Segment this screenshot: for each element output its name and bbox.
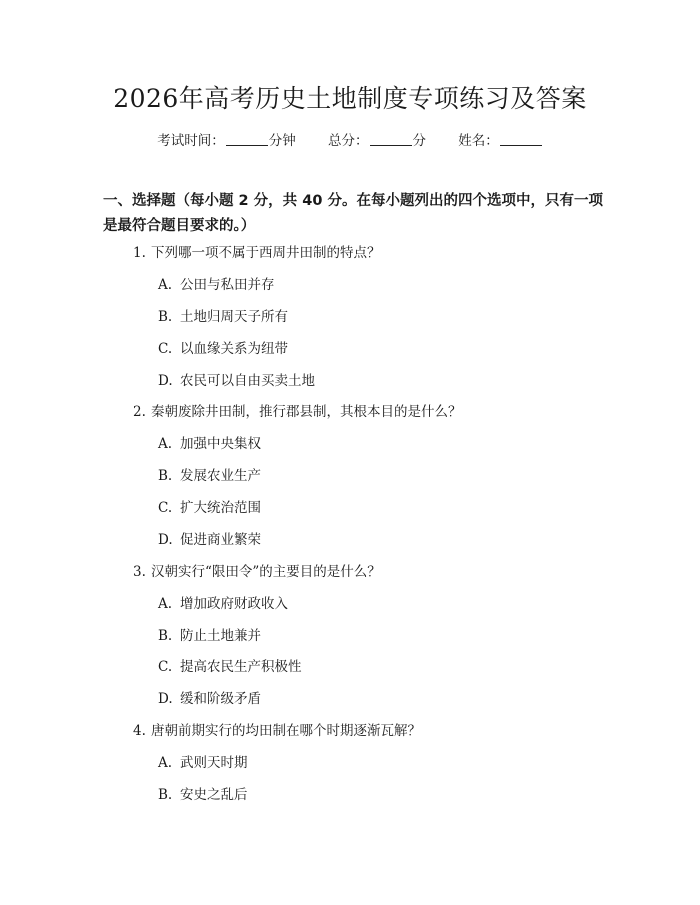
- option-letter: D.: [158, 691, 173, 707]
- question-number: 4.: [133, 723, 146, 739]
- option-letter: A.: [158, 436, 173, 452]
- option-text: 扩大统治范围: [180, 500, 261, 516]
- exam-info-line: [0, 131, 700, 151]
- total-score-blank: [370, 131, 412, 146]
- question-text: 下列哪一项不属于西周井田制的特点？: [151, 245, 381, 261]
- question-1-option-b: [158, 307, 288, 327]
- question-2-option-b: [158, 466, 261, 486]
- option-text: 提高农民生产积极性: [180, 659, 302, 675]
- section-heading: 一、选择题（每小题 2 分，共 40 分。在每小题列出的四个选项中，只有一项是最符合题目要求的。）: [103, 193, 603, 234]
- student-name-label: 姓名：: [458, 133, 499, 149]
- question-2-option-c: [158, 498, 261, 518]
- exam-time-blank: [226, 131, 268, 146]
- exam-time-unit: 分钟: [268, 133, 296, 149]
- question-number: 1.: [133, 245, 146, 261]
- option-text: 发展农业生产: [180, 468, 261, 484]
- exam-time-label: 考试时间：: [157, 133, 225, 149]
- question-text: 汉朝实行“限田令”的主要目的是什么？: [151, 564, 381, 580]
- question-number: 2.: [133, 404, 146, 420]
- option-letter: D.: [158, 373, 173, 389]
- option-text: 公田与私田并存: [180, 277, 275, 293]
- total-score-field: [328, 131, 426, 151]
- question-4: [133, 721, 613, 741]
- option-text: 缓和阶级矛盾: [180, 691, 261, 707]
- page-title: 2026年高考历史土地制度专项练习及答案: [113, 84, 587, 113]
- option-text: 促进商业繁荣: [180, 532, 261, 548]
- option-letter: A.: [158, 596, 173, 612]
- option-text: 增加政府财政收入: [180, 596, 288, 612]
- question-3: [133, 562, 613, 582]
- option-text: 加强中央集权: [180, 436, 261, 452]
- option-text: 安史之乱后: [180, 787, 248, 803]
- option-letter: C.: [158, 341, 173, 357]
- question-2: [133, 402, 613, 422]
- total-score-unit: 分: [412, 133, 426, 149]
- option-letter: B.: [158, 468, 173, 484]
- question-3-option-b: [158, 626, 261, 646]
- total-score-label: 总分：: [328, 133, 369, 149]
- option-text: 防止土地兼并: [180, 628, 261, 644]
- question-2-option-a: [158, 434, 261, 454]
- exam-time-field: [157, 131, 296, 151]
- question-1-option-a: [158, 275, 275, 295]
- question-1-option-c: [158, 339, 288, 359]
- question-text: 秦朝废除井田制，推行郡县制，其根本目的是什么？: [151, 404, 462, 420]
- question-text: 唐朝前期实行的均田制在哪个时期逐渐瓦解？: [151, 723, 421, 739]
- option-letter: A.: [158, 755, 173, 771]
- option-letter: C.: [158, 500, 173, 516]
- option-letter: D.: [158, 532, 173, 548]
- question-4-option-a: [158, 753, 248, 773]
- question-3-option-a: [158, 594, 288, 614]
- question-2-option-d: [158, 530, 261, 550]
- question-3-option-d: [158, 689, 261, 709]
- option-text: 农民可以自由买卖土地: [180, 373, 315, 389]
- option-letter: A.: [158, 277, 173, 293]
- option-letter: B.: [158, 309, 173, 325]
- student-name-blank: [500, 131, 542, 146]
- question-3-option-c: [158, 657, 302, 677]
- option-letter: C.: [158, 659, 173, 675]
- question-1-option-d: [158, 371, 315, 391]
- question-4-option-b: [158, 785, 248, 805]
- option-text: 武则天时期: [180, 755, 248, 771]
- option-text: 以血缘关系为纽带: [180, 341, 288, 357]
- question-number: 3.: [133, 564, 146, 580]
- student-name-field: [458, 131, 543, 151]
- option-letter: B.: [158, 628, 173, 644]
- option-letter: B.: [158, 787, 173, 803]
- option-text: 土地归周天子所有: [180, 309, 288, 325]
- question-1: [133, 243, 613, 263]
